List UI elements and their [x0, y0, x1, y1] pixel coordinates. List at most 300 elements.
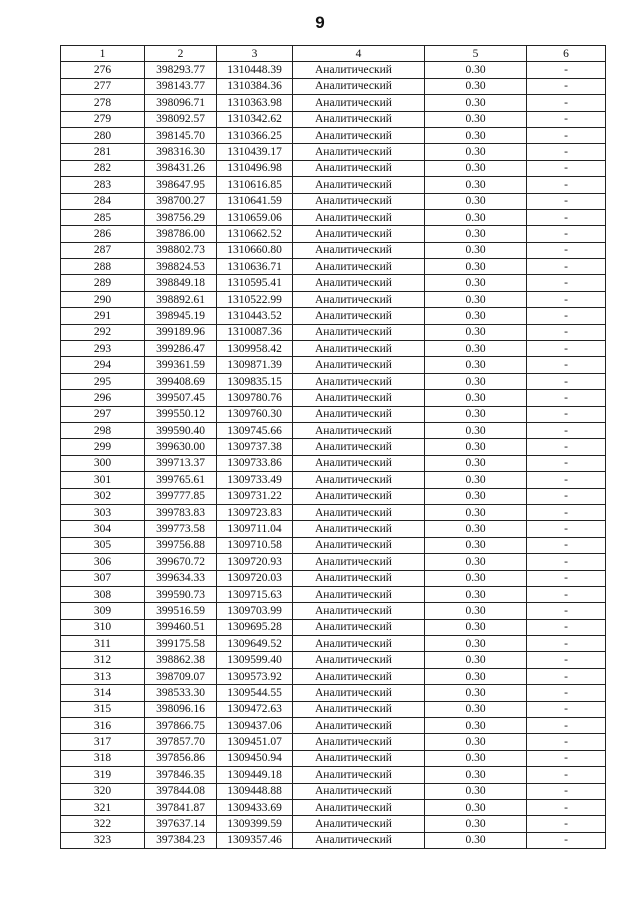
point-number-cell: 320	[61, 783, 145, 799]
x-coordinate-cell: 399286.47	[145, 341, 217, 357]
point-number-cell: 292	[61, 324, 145, 340]
y-coordinate-cell: 1309745.66	[217, 422, 293, 438]
table-row	[61, 324, 606, 340]
method-cell: Аналитический	[293, 455, 425, 471]
method-cell: Аналитический	[293, 308, 425, 324]
method-cell: Аналитический	[293, 177, 425, 193]
note-cell: -	[527, 652, 606, 668]
table-row	[61, 767, 606, 783]
note-cell: -	[527, 554, 606, 570]
y-coordinate-cell: 1309472.63	[217, 701, 293, 717]
x-coordinate-cell: 399507.45	[145, 390, 217, 406]
y-coordinate-cell: 1310496.98	[217, 160, 293, 176]
accuracy-cell: 0.30	[425, 832, 527, 848]
table-row	[61, 422, 606, 438]
y-coordinate-cell: 1309703.99	[217, 603, 293, 619]
note-cell: -	[527, 422, 606, 438]
x-coordinate-cell: 398824.53	[145, 259, 217, 275]
method-cell: Аналитический	[293, 668, 425, 684]
x-coordinate-cell: 398862.38	[145, 652, 217, 668]
table-row	[61, 472, 606, 488]
x-coordinate-cell: 397841.87	[145, 799, 217, 815]
y-coordinate-cell: 1310363.98	[217, 95, 293, 111]
accuracy-cell: 0.30	[425, 619, 527, 635]
note-cell: -	[527, 799, 606, 815]
method-cell: Аналитический	[293, 603, 425, 619]
accuracy-cell: 0.30	[425, 324, 527, 340]
accuracy-cell: 0.30	[425, 554, 527, 570]
y-coordinate-cell: 1310636.71	[217, 259, 293, 275]
y-coordinate-cell: 1310659.06	[217, 209, 293, 225]
y-coordinate-cell: 1309573.92	[217, 668, 293, 684]
point-number-cell: 309	[61, 603, 145, 619]
method-cell: Аналитический	[293, 341, 425, 357]
x-coordinate-cell: 399361.59	[145, 357, 217, 373]
table-row	[61, 357, 606, 373]
method-cell: Аналитический	[293, 209, 425, 225]
method-cell: Аналитический	[293, 111, 425, 127]
point-number-cell: 315	[61, 701, 145, 717]
accuracy-cell: 0.30	[425, 685, 527, 701]
table-row	[61, 291, 606, 307]
x-coordinate-cell: 398802.73	[145, 242, 217, 258]
x-coordinate-cell: 397856.86	[145, 750, 217, 766]
point-number-cell: 291	[61, 308, 145, 324]
x-coordinate-cell: 399175.58	[145, 636, 217, 652]
table-row	[61, 193, 606, 209]
column-header: 6	[527, 46, 606, 62]
point-number-cell: 290	[61, 291, 145, 307]
accuracy-cell: 0.30	[425, 144, 527, 160]
y-coordinate-cell: 1310087.36	[217, 324, 293, 340]
point-number-cell: 300	[61, 455, 145, 471]
table-row	[61, 406, 606, 422]
y-coordinate-cell: 1309715.63	[217, 586, 293, 602]
x-coordinate-cell: 398849.18	[145, 275, 217, 291]
table-row	[61, 308, 606, 324]
method-cell: Аналитический	[293, 291, 425, 307]
accuracy-cell: 0.30	[425, 504, 527, 520]
x-coordinate-cell: 399756.88	[145, 537, 217, 553]
note-cell: -	[527, 291, 606, 307]
accuracy-cell: 0.30	[425, 390, 527, 406]
method-cell: Аналитический	[293, 521, 425, 537]
table-row	[61, 160, 606, 176]
table-row	[61, 504, 606, 520]
y-coordinate-cell: 1310662.52	[217, 226, 293, 242]
point-number-cell: 301	[61, 472, 145, 488]
y-coordinate-cell: 1309357.46	[217, 832, 293, 848]
accuracy-cell: 0.30	[425, 783, 527, 799]
x-coordinate-cell: 399634.33	[145, 570, 217, 586]
point-number-cell: 322	[61, 816, 145, 832]
point-number-cell: 294	[61, 357, 145, 373]
table-row	[61, 78, 606, 94]
x-coordinate-cell: 399713.37	[145, 455, 217, 471]
accuracy-cell: 0.30	[425, 127, 527, 143]
note-cell: -	[527, 718, 606, 734]
accuracy-cell: 0.30	[425, 95, 527, 111]
table-row	[61, 177, 606, 193]
table-row	[61, 373, 606, 389]
method-cell: Аналитический	[293, 799, 425, 815]
accuracy-cell: 0.30	[425, 373, 527, 389]
table-row	[61, 226, 606, 242]
point-number-cell: 323	[61, 832, 145, 848]
table-row	[61, 242, 606, 258]
y-coordinate-cell: 1310522.99	[217, 291, 293, 307]
method-cell: Аналитический	[293, 767, 425, 783]
x-coordinate-cell: 397846.35	[145, 767, 217, 783]
y-coordinate-cell: 1309780.76	[217, 390, 293, 406]
method-cell: Аналитический	[293, 373, 425, 389]
accuracy-cell: 0.30	[425, 291, 527, 307]
accuracy-cell: 0.30	[425, 209, 527, 225]
table-row	[61, 619, 606, 635]
accuracy-cell: 0.30	[425, 570, 527, 586]
method-cell: Аналитический	[293, 718, 425, 734]
x-coordinate-cell: 399590.73	[145, 586, 217, 602]
x-coordinate-cell: 398709.07	[145, 668, 217, 684]
x-coordinate-cell: 398756.29	[145, 209, 217, 225]
table-row	[61, 95, 606, 111]
note-cell: -	[527, 373, 606, 389]
x-coordinate-cell: 399773.58	[145, 521, 217, 537]
table-row	[61, 127, 606, 143]
point-number-cell: 282	[61, 160, 145, 176]
method-cell: Аналитический	[293, 472, 425, 488]
accuracy-cell: 0.30	[425, 160, 527, 176]
method-cell: Аналитический	[293, 422, 425, 438]
x-coordinate-cell: 398533.30	[145, 685, 217, 701]
point-number-cell: 313	[61, 668, 145, 684]
x-coordinate-cell: 398431.26	[145, 160, 217, 176]
table-row	[61, 636, 606, 652]
x-coordinate-cell: 398786.00	[145, 226, 217, 242]
y-coordinate-cell: 1310443.52	[217, 308, 293, 324]
accuracy-cell: 0.30	[425, 242, 527, 258]
note-cell: -	[527, 324, 606, 340]
column-header: 2	[145, 46, 217, 62]
note-cell: -	[527, 209, 606, 225]
table-row	[61, 488, 606, 504]
accuracy-cell: 0.30	[425, 668, 527, 684]
note-cell: -	[527, 455, 606, 471]
y-coordinate-cell: 1309437.06	[217, 718, 293, 734]
note-cell: -	[527, 341, 606, 357]
x-coordinate-cell: 398293.77	[145, 62, 217, 78]
note-cell: -	[527, 816, 606, 832]
y-coordinate-cell: 1309720.93	[217, 554, 293, 570]
table-row	[61, 783, 606, 799]
table-row	[61, 62, 606, 78]
note-cell: -	[527, 439, 606, 455]
note-cell: -	[527, 537, 606, 553]
y-coordinate-cell: 1309433.69	[217, 799, 293, 815]
table-row	[61, 275, 606, 291]
note-cell: -	[527, 570, 606, 586]
note-cell: -	[527, 193, 606, 209]
note-cell: -	[527, 734, 606, 750]
method-cell: Аналитический	[293, 504, 425, 520]
accuracy-cell: 0.30	[425, 455, 527, 471]
point-number-cell: 284	[61, 193, 145, 209]
note-cell: -	[527, 160, 606, 176]
point-number-cell: 311	[61, 636, 145, 652]
accuracy-cell: 0.30	[425, 422, 527, 438]
column-header: 4	[293, 46, 425, 62]
table-row	[61, 652, 606, 668]
x-coordinate-cell: 399783.83	[145, 504, 217, 520]
note-cell: -	[527, 521, 606, 537]
x-coordinate-cell: 398700.27	[145, 193, 217, 209]
y-coordinate-cell: 1309695.28	[217, 619, 293, 635]
method-cell: Аналитический	[293, 619, 425, 635]
x-coordinate-cell: 399408.69	[145, 373, 217, 389]
table-header-row	[61, 46, 606, 62]
table-row	[61, 390, 606, 406]
accuracy-cell: 0.30	[425, 357, 527, 373]
y-coordinate-cell: 1309760.30	[217, 406, 293, 422]
note-cell: -	[527, 127, 606, 143]
accuracy-cell: 0.30	[425, 767, 527, 783]
note-cell: -	[527, 242, 606, 258]
y-coordinate-cell: 1309731.22	[217, 488, 293, 504]
y-coordinate-cell: 1309733.86	[217, 455, 293, 471]
method-cell: Аналитический	[293, 636, 425, 652]
method-cell: Аналитический	[293, 750, 425, 766]
accuracy-cell: 0.30	[425, 718, 527, 734]
table-row	[61, 537, 606, 553]
point-number-cell: 307	[61, 570, 145, 586]
x-coordinate-cell: 399189.96	[145, 324, 217, 340]
x-coordinate-cell: 399550.12	[145, 406, 217, 422]
accuracy-cell: 0.30	[425, 488, 527, 504]
accuracy-cell: 0.30	[425, 78, 527, 94]
method-cell: Аналитический	[293, 144, 425, 160]
method-cell: Аналитический	[293, 62, 425, 78]
y-coordinate-cell: 1309720.03	[217, 570, 293, 586]
note-cell: -	[527, 62, 606, 78]
accuracy-cell: 0.30	[425, 439, 527, 455]
note-cell: -	[527, 472, 606, 488]
y-coordinate-cell: 1309544.55	[217, 685, 293, 701]
x-coordinate-cell: 397866.75	[145, 718, 217, 734]
y-coordinate-cell: 1309451.07	[217, 734, 293, 750]
point-number-cell: 299	[61, 439, 145, 455]
accuracy-cell: 0.30	[425, 603, 527, 619]
note-cell: -	[527, 832, 606, 848]
table-row	[61, 668, 606, 684]
method-cell: Аналитический	[293, 275, 425, 291]
point-number-cell: 276	[61, 62, 145, 78]
table-row	[61, 718, 606, 734]
table-row	[61, 439, 606, 455]
y-coordinate-cell: 1310595.41	[217, 275, 293, 291]
point-number-cell: 278	[61, 95, 145, 111]
table-row	[61, 603, 606, 619]
accuracy-cell: 0.30	[425, 472, 527, 488]
x-coordinate-cell: 398143.77	[145, 78, 217, 94]
accuracy-cell: 0.30	[425, 521, 527, 537]
note-cell: -	[527, 668, 606, 684]
method-cell: Аналитический	[293, 226, 425, 242]
point-number-cell: 304	[61, 521, 145, 537]
column-header: 5	[425, 46, 527, 62]
table-row	[61, 209, 606, 225]
method-cell: Аналитический	[293, 652, 425, 668]
table-row	[61, 750, 606, 766]
method-cell: Аналитический	[293, 701, 425, 717]
table-row	[61, 586, 606, 602]
y-coordinate-cell: 1309733.49	[217, 472, 293, 488]
point-number-cell: 288	[61, 259, 145, 275]
point-number-cell: 308	[61, 586, 145, 602]
accuracy-cell: 0.30	[425, 799, 527, 815]
table-row	[61, 734, 606, 750]
point-number-cell: 281	[61, 144, 145, 160]
table-row	[61, 259, 606, 275]
point-number-cell: 296	[61, 390, 145, 406]
method-cell: Аналитический	[293, 783, 425, 799]
accuracy-cell: 0.30	[425, 734, 527, 750]
method-cell: Аналитический	[293, 259, 425, 275]
point-number-cell: 293	[61, 341, 145, 357]
point-number-cell: 302	[61, 488, 145, 504]
method-cell: Аналитический	[293, 685, 425, 701]
y-coordinate-cell: 1309871.39	[217, 357, 293, 373]
note-cell: -	[527, 259, 606, 275]
table-row	[61, 521, 606, 537]
note-cell: -	[527, 308, 606, 324]
accuracy-cell: 0.30	[425, 750, 527, 766]
point-number-cell: 321	[61, 799, 145, 815]
accuracy-cell: 0.30	[425, 652, 527, 668]
y-coordinate-cell: 1309835.15	[217, 373, 293, 389]
point-number-cell: 303	[61, 504, 145, 520]
table-row	[61, 341, 606, 357]
method-cell: Аналитический	[293, 586, 425, 602]
point-number-cell: 297	[61, 406, 145, 422]
note-cell: -	[527, 504, 606, 520]
page-number: 9	[315, 13, 325, 32]
method-cell: Аналитический	[293, 816, 425, 832]
y-coordinate-cell: 1309599.40	[217, 652, 293, 668]
x-coordinate-cell: 397844.08	[145, 783, 217, 799]
point-number-cell: 280	[61, 127, 145, 143]
note-cell: -	[527, 111, 606, 127]
table-row	[61, 554, 606, 570]
method-cell: Аналитический	[293, 242, 425, 258]
x-coordinate-cell: 399670.72	[145, 554, 217, 570]
table-row	[61, 570, 606, 586]
note-cell: -	[527, 78, 606, 94]
table-row	[61, 701, 606, 717]
y-coordinate-cell: 1310366.25	[217, 127, 293, 143]
y-coordinate-cell: 1309449.18	[217, 767, 293, 783]
table-row	[61, 144, 606, 160]
table-body	[61, 62, 606, 849]
x-coordinate-cell: 397637.14	[145, 816, 217, 832]
table-row	[61, 816, 606, 832]
accuracy-cell: 0.30	[425, 62, 527, 78]
note-cell: -	[527, 95, 606, 111]
x-coordinate-cell: 398892.61	[145, 291, 217, 307]
point-number-cell: 319	[61, 767, 145, 783]
note-cell: -	[527, 226, 606, 242]
table-row	[61, 455, 606, 471]
point-number-cell: 279	[61, 111, 145, 127]
point-number-cell: 310	[61, 619, 145, 635]
coordinates-table	[60, 45, 606, 849]
accuracy-cell: 0.30	[425, 275, 527, 291]
y-coordinate-cell: 1310641.59	[217, 193, 293, 209]
method-cell: Аналитический	[293, 439, 425, 455]
note-cell: -	[527, 685, 606, 701]
accuracy-cell: 0.30	[425, 193, 527, 209]
note-cell: -	[527, 701, 606, 717]
note-cell: -	[527, 783, 606, 799]
y-coordinate-cell: 1310384.36	[217, 78, 293, 94]
method-cell: Аналитический	[293, 537, 425, 553]
x-coordinate-cell: 399765.61	[145, 472, 217, 488]
point-number-cell: 317	[61, 734, 145, 750]
accuracy-cell: 0.30	[425, 636, 527, 652]
x-coordinate-cell: 399590.40	[145, 422, 217, 438]
accuracy-cell: 0.30	[425, 537, 527, 553]
note-cell: -	[527, 603, 606, 619]
point-number-cell: 305	[61, 537, 145, 553]
y-coordinate-cell: 1309448.88	[217, 783, 293, 799]
method-cell: Аналитический	[293, 570, 425, 586]
y-coordinate-cell: 1310660.80	[217, 242, 293, 258]
note-cell: -	[527, 406, 606, 422]
note-cell: -	[527, 750, 606, 766]
method-cell: Аналитический	[293, 390, 425, 406]
note-cell: -	[527, 586, 606, 602]
method-cell: Аналитический	[293, 127, 425, 143]
y-coordinate-cell: 1309958.42	[217, 341, 293, 357]
x-coordinate-cell: 399460.51	[145, 619, 217, 635]
note-cell: -	[527, 390, 606, 406]
point-number-cell: 287	[61, 242, 145, 258]
point-number-cell: 277	[61, 78, 145, 94]
y-coordinate-cell: 1310448.39	[217, 62, 293, 78]
point-number-cell: 283	[61, 177, 145, 193]
note-cell: -	[527, 767, 606, 783]
x-coordinate-cell: 398092.57	[145, 111, 217, 127]
y-coordinate-cell: 1310616.85	[217, 177, 293, 193]
x-coordinate-cell: 398145.70	[145, 127, 217, 143]
y-coordinate-cell: 1309399.59	[217, 816, 293, 832]
method-cell: Аналитический	[293, 357, 425, 373]
note-cell: -	[527, 636, 606, 652]
method-cell: Аналитический	[293, 324, 425, 340]
method-cell: Аналитический	[293, 78, 425, 94]
note-cell: -	[527, 275, 606, 291]
x-coordinate-cell: 398945.19	[145, 308, 217, 324]
x-coordinate-cell: 399516.59	[145, 603, 217, 619]
x-coordinate-cell: 398316.30	[145, 144, 217, 160]
method-cell: Аналитический	[293, 832, 425, 848]
method-cell: Аналитический	[293, 406, 425, 422]
accuracy-cell: 0.30	[425, 406, 527, 422]
accuracy-cell: 0.30	[425, 701, 527, 717]
y-coordinate-cell: 1309649.52	[217, 636, 293, 652]
x-coordinate-cell: 398096.16	[145, 701, 217, 717]
accuracy-cell: 0.30	[425, 586, 527, 602]
point-number-cell: 306	[61, 554, 145, 570]
